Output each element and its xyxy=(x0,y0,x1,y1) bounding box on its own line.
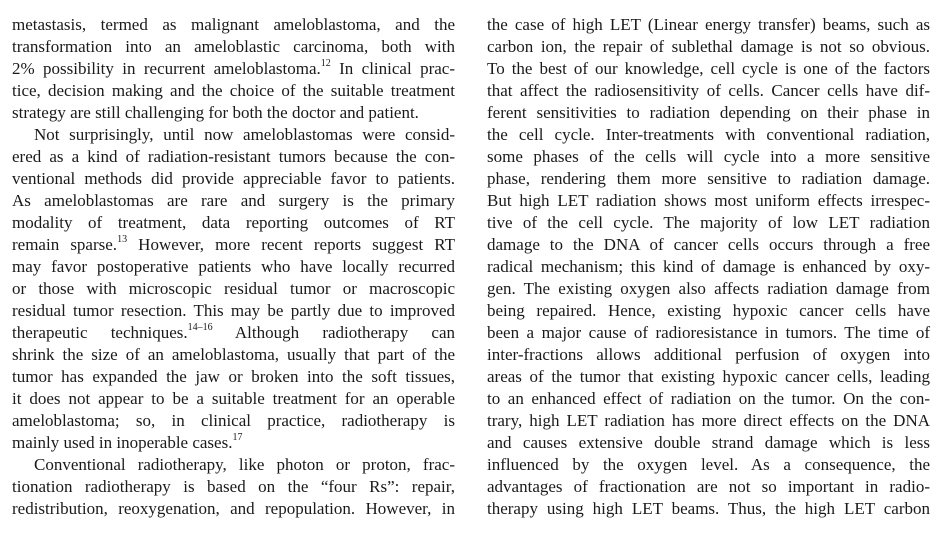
text-line xyxy=(12,80,455,102)
line-text: Conventional radiotherapy, like photon or proton, frac- xyxy=(34,455,455,474)
text-line xyxy=(487,14,930,36)
line-text: inter-fractions allows additional perfusion of oxygen into xyxy=(487,345,930,364)
line-text: mainly used in inoperable cases. xyxy=(12,433,233,452)
line-text-continuation: Although radiotherapy can xyxy=(212,323,455,342)
citation-superscript: 13 xyxy=(117,234,128,246)
line-text: tionation radiotherapy is based on the “four Rs”: repair, xyxy=(12,477,455,496)
text-line xyxy=(487,102,930,124)
text-line xyxy=(487,454,930,476)
text-line xyxy=(487,146,930,168)
citation-superscript: 12 xyxy=(320,58,331,70)
text-line xyxy=(12,58,455,80)
text-line xyxy=(487,432,930,454)
citation-superscript: 14–16 xyxy=(187,322,213,334)
line-text: phase, rendering them more sensitive to radiation damage. xyxy=(487,169,930,188)
text-line xyxy=(12,344,455,366)
text-line xyxy=(487,322,930,344)
line-text: that affect the radiosensitivity of cells. Cancer cells have dif- xyxy=(487,81,930,100)
line-text: advantages of fractionation are not so important in radio- xyxy=(487,477,930,496)
line-text: modality of treatment, data reporting outcomes of RT xyxy=(12,213,455,232)
line-text: To the best of our knowledge, cell cycle is one of the factors xyxy=(487,59,930,78)
line-text: and causes extensive double strand damage which is less xyxy=(487,433,930,452)
line-text: influenced by the oxygen level. As a consequence, the xyxy=(487,455,930,474)
line-text-continuation: In clinical prac- xyxy=(330,59,455,78)
text-line xyxy=(487,278,930,300)
text-line xyxy=(487,498,930,520)
line-text: therapy using high LET beams. Thus, the high LET carbon xyxy=(487,499,930,518)
text-line xyxy=(487,410,930,432)
text-line xyxy=(487,476,930,498)
text-line xyxy=(487,168,930,190)
text-line xyxy=(12,278,455,300)
text-line xyxy=(12,14,455,36)
text-line xyxy=(12,300,455,322)
line-text: tice, decision making and the choice of the suitable treatment xyxy=(12,81,455,100)
line-text: been a major cause of radioresistance in tumors. The time of xyxy=(487,323,930,342)
text-line xyxy=(487,80,930,102)
text-line xyxy=(12,366,455,388)
text-line xyxy=(487,124,930,146)
line-text: Not surprisingly, until now ameloblastomas were consid- xyxy=(34,125,455,144)
line-text: ferent sensitivities to radiation depending on their phase in xyxy=(487,103,930,122)
line-text: residual tumor resection. This may be partly due to improved xyxy=(12,301,455,320)
text-line xyxy=(12,102,455,124)
line-text-continuation: However, more recent reports suggest RT xyxy=(127,235,456,254)
line-text: trary, high LET radiation has more direct effects on the DNA xyxy=(487,411,930,430)
text-line xyxy=(487,58,930,80)
line-text: to an enhanced effect of radiation on the tumor. On the con- xyxy=(487,389,930,408)
line-text: or those with microscopic residual tumor or macroscopic xyxy=(12,279,455,298)
line-text: damage to the DNA of cancer cells occurs through a free xyxy=(487,235,930,254)
text-line xyxy=(12,454,455,476)
left-column xyxy=(12,14,455,520)
line-text: ered as a kind of radiation-resistant tumors because the con- xyxy=(12,147,455,166)
text-line xyxy=(487,212,930,234)
text-line xyxy=(12,388,455,410)
line-text: ventional methods did provide appreciable favor to patients. xyxy=(12,169,455,188)
line-text: redistribution, reoxygenation, and repopulation. However, in xyxy=(12,499,455,518)
text-line xyxy=(12,36,455,58)
line-text: carbon ion, the repair of sublethal damage is not so obvious. xyxy=(487,37,930,56)
text-line xyxy=(487,256,930,278)
line-text: areas of the tumor that existing hypoxic cancer cells, leading xyxy=(487,367,930,386)
citation-superscript: 17 xyxy=(232,432,243,444)
line-text: may favor postoperative patients who have locally recurred xyxy=(12,257,455,276)
line-text: metastasis, termed as malignant ameloblastoma, and the xyxy=(12,15,455,34)
line-text: radical mechanism; this kind of damage is enhanced by oxy- xyxy=(487,257,930,276)
line-text: being repaired. Hence, existing hypoxic cancer cells have xyxy=(487,301,930,320)
text-line xyxy=(12,256,455,278)
line-text: shrink the size of an ameloblastoma, usually that part of the xyxy=(12,345,455,364)
line-text: As ameloblastomas are rare and surgery is the primary xyxy=(12,191,455,210)
text-line xyxy=(12,146,455,168)
text-line xyxy=(487,190,930,212)
text-line xyxy=(12,234,455,256)
text-line xyxy=(12,432,455,454)
line-text: the case of high LET (Linear energy transfer) beams, such as xyxy=(487,15,930,34)
line-text: gen. The existing oxygen also affects radiation damage from xyxy=(487,279,930,298)
line-text: strategy are still challenging for both the doctor and patient. xyxy=(12,103,419,122)
line-text: But high LET radiation shows most uniform effects irrespec- xyxy=(487,191,930,210)
text-line xyxy=(12,410,455,432)
text-line xyxy=(12,124,455,146)
text-line xyxy=(487,234,930,256)
text-line xyxy=(487,366,930,388)
text-line xyxy=(12,322,455,344)
text-line xyxy=(487,388,930,410)
line-text: remain sparse. xyxy=(12,235,118,254)
text-line xyxy=(487,344,930,366)
text-line xyxy=(12,212,455,234)
text-line xyxy=(12,476,455,498)
line-text: tive of the cell cycle. The majority of low LET radiation xyxy=(487,213,930,232)
text-line xyxy=(487,300,930,322)
text-line xyxy=(12,168,455,190)
line-text: transformation into an ameloblastic carcinoma, both with xyxy=(12,37,455,56)
text-line xyxy=(487,36,930,58)
text-line xyxy=(12,498,455,520)
line-text: ameloblastoma; so, in clinical practice, radiotherapy is xyxy=(12,411,455,430)
line-text: tumor has expanded the jaw or broken into the soft tissues, xyxy=(12,367,455,386)
line-text: it does not appear to be a suitable treatment for an operable xyxy=(12,389,455,408)
line-text: 2% possibility in recurrent ameloblastoma. xyxy=(12,59,321,78)
line-text: therapeutic techniques. xyxy=(12,323,188,342)
right-column xyxy=(487,14,930,520)
text-line xyxy=(12,190,455,212)
line-text: the cell cycle. Inter-treatments with conventional radiation, xyxy=(487,125,930,144)
line-text: some phases of the cells will cycle into a more sensitive xyxy=(487,147,930,166)
